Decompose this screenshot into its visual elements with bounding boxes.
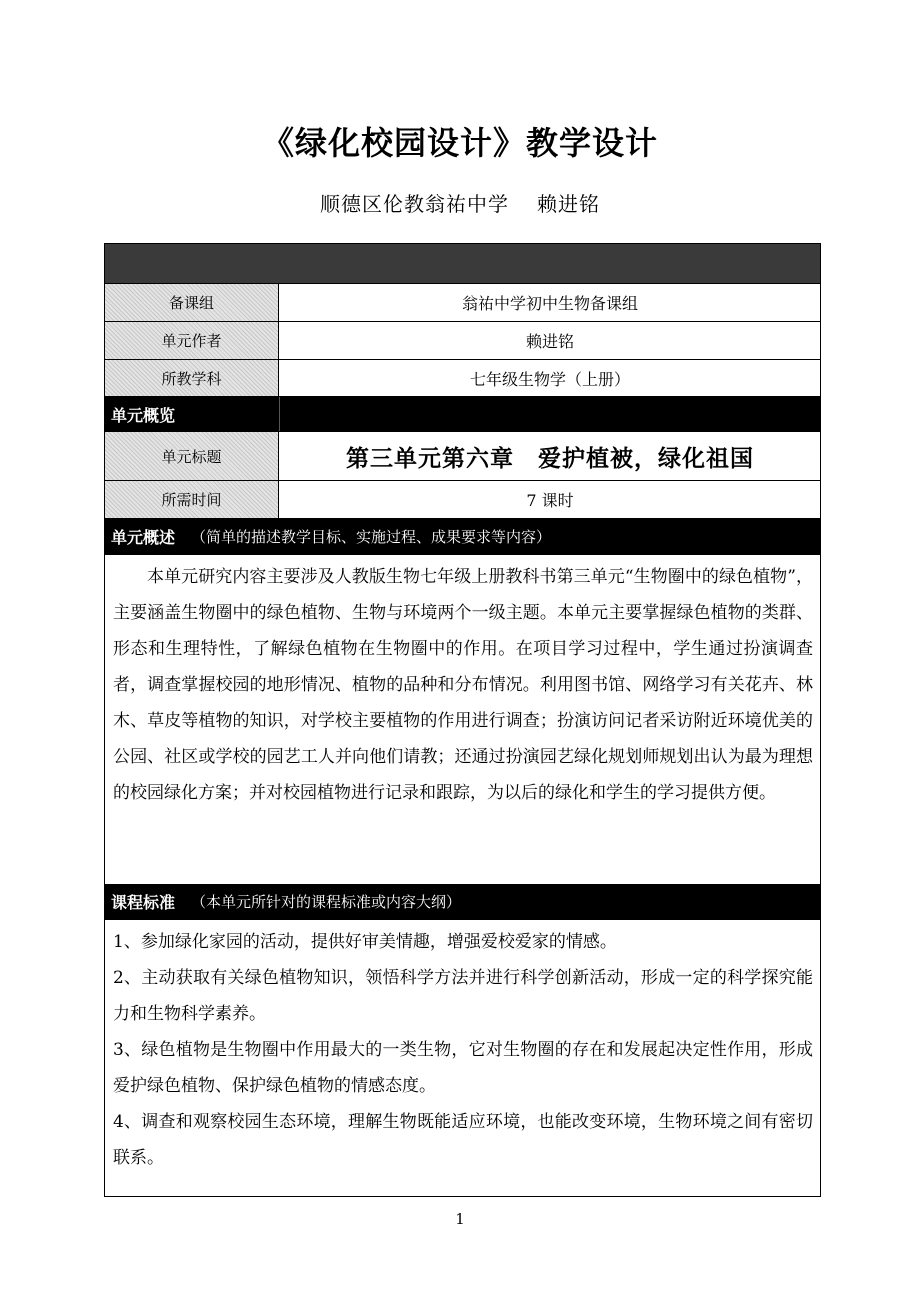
lesson-plan-table [104, 243, 821, 1197]
standards-heading: 课程标准 [111, 893, 176, 912]
row-unit-author [105, 322, 820, 360]
section-course-standards [105, 884, 820, 920]
value-unit-title: 第三单元第六章 爱护植被，绿化祖国 [346, 445, 754, 472]
label-subject: 所教学科 [105, 360, 279, 396]
value-subject: 七年级生物学（上册） [469, 369, 630, 389]
summary-heading: 单元概述 [111, 528, 176, 547]
standard-item-2: 2、主动获取有关绿色植物知识，领悟科学方法并进行科学创新活动，形成一定的科学探究能力和生物科学素养。 [113, 968, 813, 1024]
summary-text: 本单元研究内容主要涉及人教版生物七年级上册教科书第三单元“生物圈中的绿色植物”，主要涵盖生物圈中的绿色植物、生物与环境两个一级主题。本单元主要掌握绿色植物的类群、形态和生理特性，了解绿色植物在生物圈中的作用。在项目学习过程中，学生通过扮演调查者，调查掌握校园的地形情况、植物的品种和分布情况。利用图书馆、网络学习有关花卉、林木、草皮等植物的知识，对学校主要植物的作用进行调查；扮演访问记者采访附近环境优美的公园、社区或学校的园艺工人并向他们请教；还通过扮演园艺绿化规划师规划出认为最为理想的校园绿化方案；并对校园植物进行记录和跟踪，为以后的绿化和学生的学习提供方便。 [113, 567, 813, 803]
summary-note: （简单的描述教学目标、实施过程、成果要求等内容） [191, 528, 552, 546]
document-title: 《绿化校园设计》教学设计 [261, 124, 658, 162]
standard-item-4: 4、调查和观察校园生态环境，理解生物既能适应环境，也能改变环境，生物环境之间有密切联系。 [113, 1112, 813, 1168]
standard-item-1: 1、参加绿化家园的活动，提供好审美情趣，增强爱校爱家的情感。 [113, 932, 617, 952]
section-divider [279, 397, 280, 431]
label-duration: 所需时间 [105, 481, 279, 518]
table-header-bar [105, 244, 820, 284]
section-unit-overview [105, 397, 820, 432]
row-subject [105, 360, 820, 397]
standard-item-3: 3、绿色植物是生物圈中作用最大的一类生物，它对生物圈的存在和发展起决定性作用，形成爱护绿色植物、保护绿色植物的情感态度。 [113, 1040, 813, 1096]
row-prep-group [105, 284, 820, 322]
value-duration: 7 课时 [526, 491, 574, 510]
author-line [0, 188, 920, 217]
author-name: 赖进铭 [537, 192, 600, 216]
value-unit-author: 赖进铭 [525, 332, 574, 351]
row-duration [105, 481, 820, 519]
label-unit-title: 单元标题 [105, 432, 279, 480]
standards-note: （本单元所针对的课程标准或内容大纲） [191, 893, 462, 911]
section-overview-heading: 单元概览 [111, 405, 176, 425]
label-prep-group: 备课组 [105, 284, 279, 321]
page-number: 1 [455, 1210, 465, 1228]
row-unit-title [105, 432, 820, 481]
label-unit-author: 单元作者 [105, 322, 279, 359]
value-prep-group: 翁祐中学初中生物备课组 [461, 294, 638, 313]
section-unit-summary [105, 519, 820, 555]
author-school: 顺德区伦教翁祐中学 [320, 192, 509, 216]
